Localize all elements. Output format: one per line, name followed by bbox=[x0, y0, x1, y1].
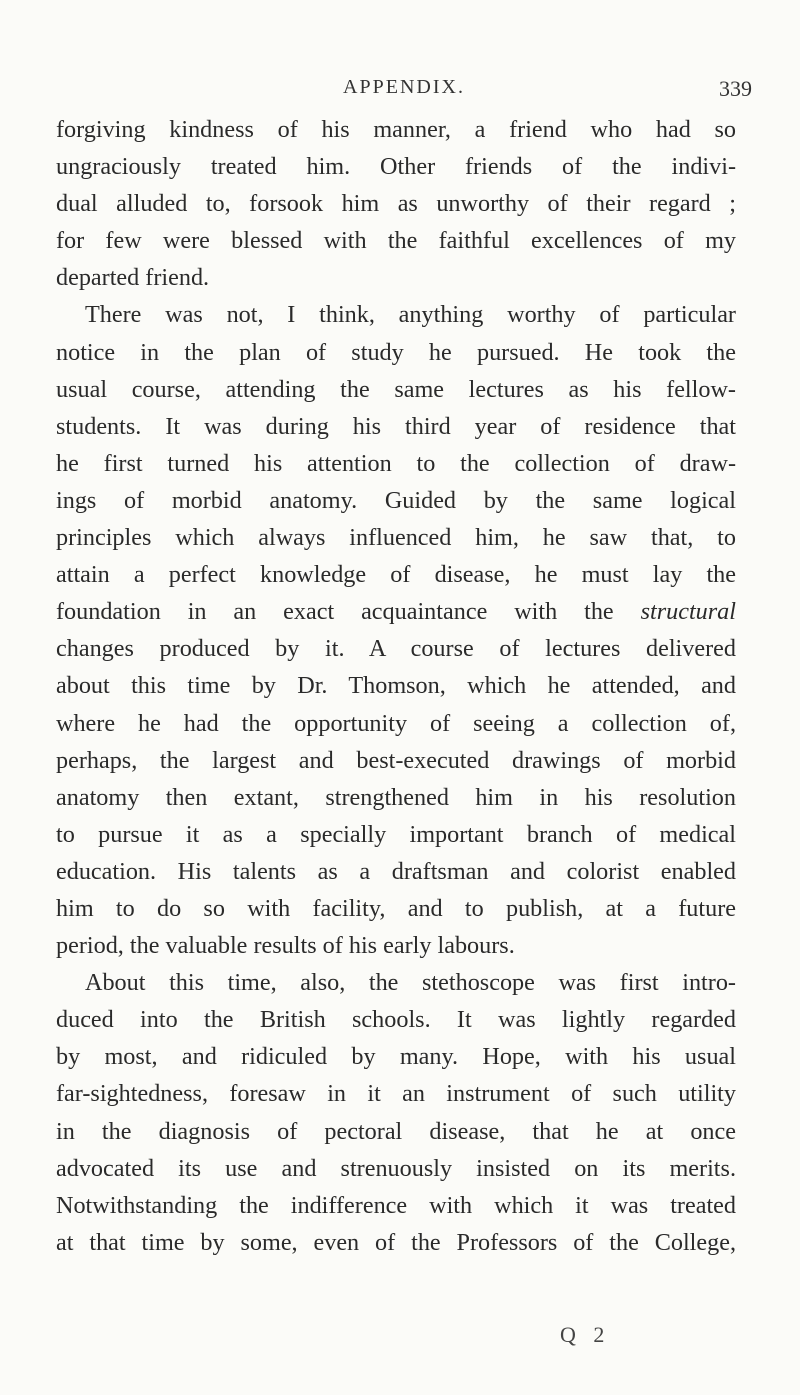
text-line: by most, and ridiculed by many. Hope, with his usual bbox=[56, 1043, 736, 1071]
text-line: education. His talents as a draftsman and colorist enabled bbox=[56, 857, 736, 885]
text-line: for few were blessed with the faithful excellences of my bbox=[56, 227, 736, 255]
text-line: he first turned his attention to the collection of draw- bbox=[56, 449, 736, 477]
text-segment: foundation in an exact acquaintance with the bbox=[56, 598, 614, 626]
text-line: period, the valuable results of his early labours. bbox=[56, 932, 515, 960]
text-line: him to do so with facility, and to publish, at a future bbox=[56, 894, 736, 922]
text-line: attain a perfect knowledge of disease, he must lay the bbox=[56, 561, 736, 589]
text-line: usual course, attending the same lectures as his fellow- bbox=[56, 375, 736, 403]
text-line: advocated its use and strenuously insisted on its merits. bbox=[56, 1154, 736, 1182]
text-line: to pursue it as a specially important branch of medical bbox=[56, 820, 736, 848]
text-line: principles which always influenced him, he saw that, to bbox=[56, 524, 736, 552]
text-line: ings of morbid anatomy. Guided by the same logical bbox=[56, 486, 736, 514]
signature-mark: Q 2 bbox=[560, 1322, 611, 1347]
paragraph-start-line: There was not, I think, anything worthy of particular bbox=[85, 301, 736, 329]
body-text bbox=[56, 111, 736, 1261]
text-line-with-italic bbox=[56, 593, 736, 630]
text-line: students. It was during his third year of residence that bbox=[56, 412, 736, 440]
text-line: departed friend. bbox=[56, 264, 210, 292]
page-number: 339 bbox=[719, 76, 752, 101]
running-head bbox=[56, 76, 752, 106]
text-line: in the diagnosis of pectoral disease, that he at once bbox=[56, 1117, 736, 1145]
text-line: changes produced by it. A course of lectures delivered bbox=[56, 635, 736, 663]
text-line: forgiving kindness of his manner, a friend who had so bbox=[56, 116, 736, 143]
running-title: APPENDIX. bbox=[343, 76, 465, 98]
text-line: dual alluded to, forsook him as unworthy of their regard ; bbox=[56, 190, 736, 218]
text-line: duced into the British schools. It was lightly regarded bbox=[56, 1006, 736, 1034]
paragraph-start-line: About this time, also, the stethoscope was first intro- bbox=[85, 969, 736, 997]
text-line: ungraciously treated him. Other friends of the indivi- bbox=[56, 153, 736, 181]
text-line: anatomy then extant, strengthened him in his resolution bbox=[56, 783, 736, 811]
italic-word: structural bbox=[640, 598, 736, 626]
text-line: at that time by some, even of the Professors of the College, bbox=[56, 1228, 736, 1256]
text-line: about this time by Dr. Thomson, which he attended, and bbox=[56, 672, 736, 700]
text-line: notice in the plan of study he pursued. He took the bbox=[56, 338, 736, 366]
text-line: far-sightedness, foresaw in it an instrument of such utility bbox=[56, 1080, 736, 1108]
text-line: Notwithstanding the indifference with which it was treated bbox=[56, 1191, 736, 1219]
text-line: perhaps, the largest and best-executed drawings of morbid bbox=[56, 746, 736, 774]
text-line: where he had the opportunity of seeing a collection of, bbox=[56, 709, 736, 737]
